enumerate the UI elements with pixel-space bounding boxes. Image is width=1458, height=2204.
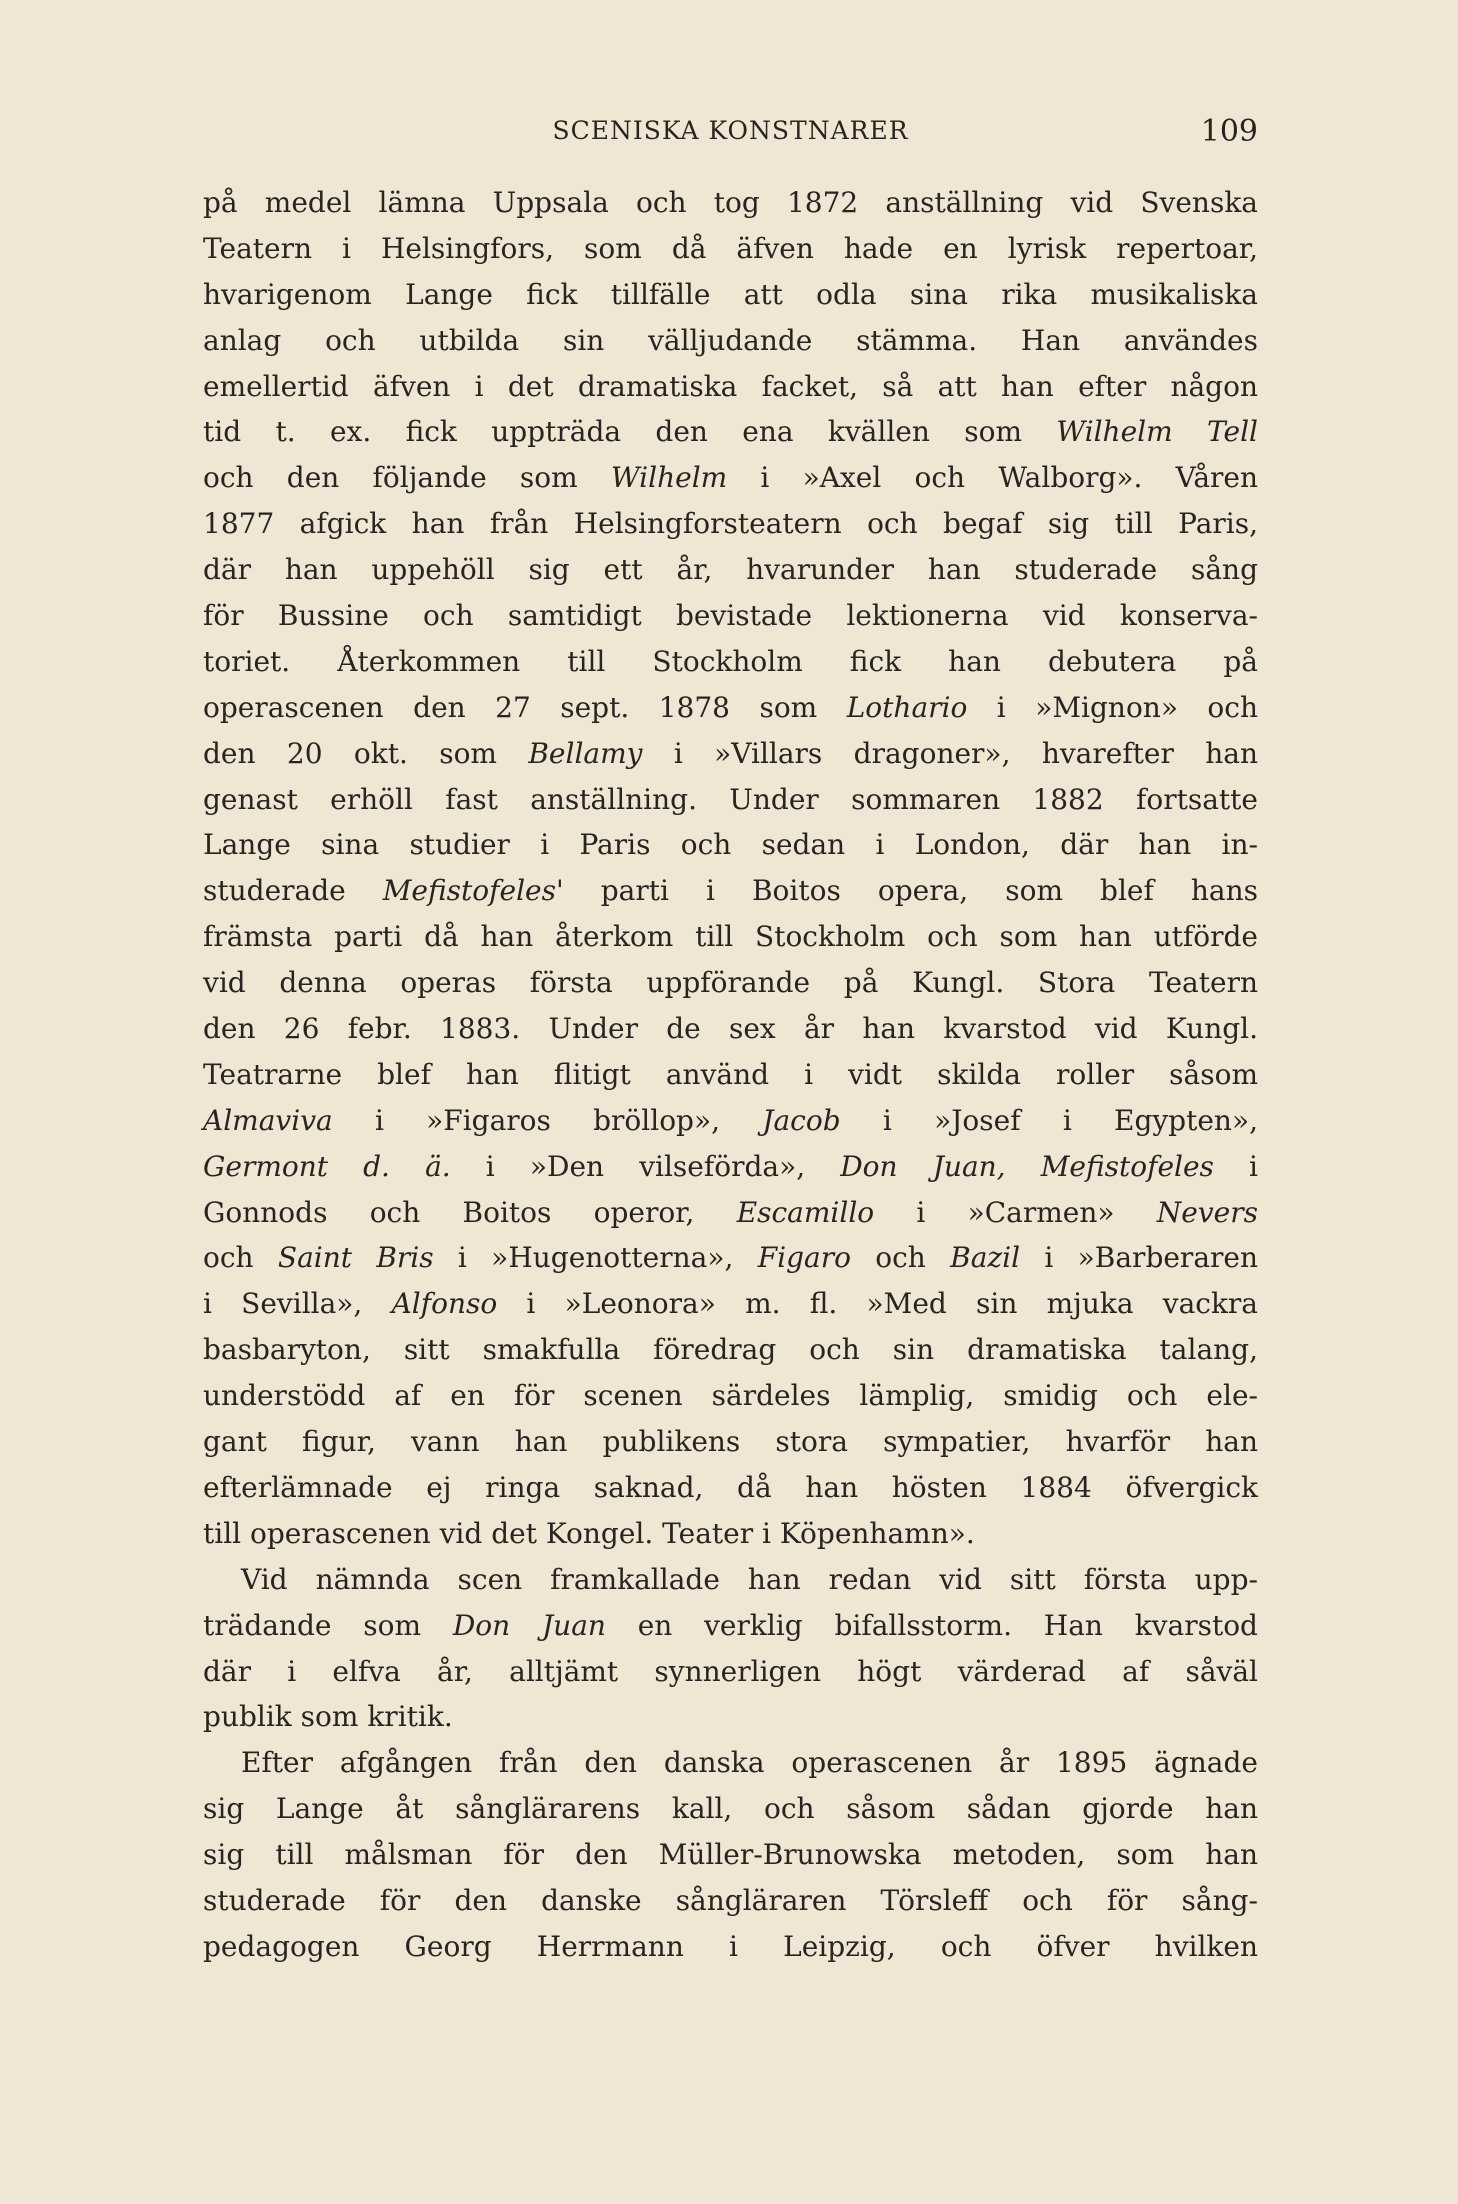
text-line	[203, 1786, 1258, 1832]
text-line	[203, 364, 1258, 410]
text-span: basbaryton, sitt smakfulla föredrag och sin dramatiska talang,	[203, 1333, 1258, 1367]
text-line	[203, 1052, 1258, 1098]
italic-text: Lothario	[846, 690, 968, 724]
text-span: den 26 febr. 1883. Under de sex år han kvarstod vid Kungl.	[203, 1012, 1258, 1046]
text-span: Vid nämnda scen framkallade han redan vid sitt första upp-	[241, 1562, 1258, 1596]
italic-text: Alfonso	[391, 1287, 498, 1321]
text-span: sig till målsman för den Müller-Brunowska metoden, som han	[203, 1838, 1258, 1872]
text-span: där han uppehöll sig ett år, hvarunder han studerade sång	[203, 553, 1258, 587]
text-line	[203, 226, 1258, 272]
italic-text: Don Juan, Mefistofeles	[840, 1149, 1214, 1183]
text-line	[203, 1006, 1258, 1052]
text-line	[203, 1740, 1258, 1786]
text-line	[203, 1281, 1258, 1327]
text-span: till operascenen vid det Kongel. Teater i Köpenhamn».	[203, 1516, 975, 1550]
text-span: och	[850, 1241, 951, 1275]
text-line	[203, 1557, 1258, 1603]
text-span: gant figur, vann han publikens stora sympatier, hvarför han	[203, 1425, 1258, 1459]
italic-text: Mefistofeles'	[382, 874, 564, 908]
italic-text: Nevers	[1156, 1195, 1258, 1229]
text-line	[203, 1832, 1258, 1878]
text-span: Lange sina studier i Paris och sedan i London, där han in-	[203, 828, 1258, 862]
text-line	[203, 685, 1258, 731]
italic-text: Saint Bris	[277, 1241, 434, 1275]
text-span: i »Hugenotterna»,	[433, 1241, 758, 1275]
text-span: Efter afgången från den danska operascenen år 1895 ägnade	[241, 1746, 1258, 1780]
text-span: i »Leonora» m. fl. »Med sin mjuka vackra	[497, 1287, 1258, 1321]
text-span: i	[1213, 1149, 1259, 1183]
text-line	[203, 1098, 1258, 1144]
text-span: vid denna operas första uppförande på Kungl. Stora Teatern	[203, 966, 1258, 1000]
text-span: i »Villars dragoner», hvarefter han	[642, 736, 1259, 770]
text-span: och den följande som	[203, 461, 611, 495]
text-line	[203, 1327, 1258, 1373]
italic-text: Almaviva	[203, 1103, 333, 1137]
text-line	[203, 1419, 1258, 1465]
text-line	[203, 1878, 1258, 1924]
text-line	[203, 639, 1258, 685]
text-span: studerade	[203, 874, 383, 908]
text-line	[203, 593, 1258, 639]
text-line	[203, 318, 1258, 364]
text-span: den 20 okt. som	[203, 736, 529, 770]
text-span: understödd af en för scenen särdeles lämplig, smidig och ele-	[203, 1379, 1258, 1413]
italic-text: Germont d. ä.	[203, 1149, 451, 1183]
text-span: anlag och utbilda sin välljudande stämma. Han användes	[203, 323, 1258, 357]
text-line	[203, 547, 1258, 593]
text-span: på medel lämna Uppsala och tog 1872 anställning vid Svenska	[203, 186, 1258, 219]
text-span: Gonnods och Boitos operor,	[203, 1195, 737, 1229]
text-line	[203, 868, 1258, 914]
text-line	[203, 914, 1258, 960]
text-span: i »Figaros bröllop»,	[332, 1103, 763, 1137]
italic-text: Bazil	[950, 1241, 1021, 1275]
text-line	[203, 1190, 1258, 1236]
text-line	[203, 501, 1258, 547]
text-span: tid t. ex. fick uppträda den ena kvällen som	[203, 415, 1057, 449]
text-span: toriet. Återkommen till Stockholm fick han debutera på	[203, 644, 1258, 678]
text-line	[203, 272, 1258, 318]
text-span: 1877 afgick han från Helsingforsteatern och begaf sig till Paris,	[203, 507, 1258, 541]
text-line	[203, 1235, 1258, 1281]
italic-text: Wilhelm	[610, 461, 728, 495]
text-span: operascenen den 27 sept. 1878 som	[203, 690, 847, 724]
text-span: efterlämnade ej ringa saknad, då han hösten 1884 öfvergick	[203, 1470, 1258, 1504]
page-number: 109	[1200, 114, 1258, 149]
text-span: i »Mignon» och	[967, 690, 1259, 724]
text-span: pedagogen Georg Herrmann i Leipzig, och öfver hvilken	[203, 1929, 1258, 1963]
text-span: sig Lange åt sånglärarens kall, och såsom sådan gjorde han	[203, 1792, 1258, 1826]
text-line	[203, 1603, 1258, 1649]
text-span: i »Den vilseförda»,	[450, 1149, 841, 1183]
text-span: hvarigenom Lange fick tillfälle att odla sina rika musikaliska	[203, 277, 1258, 311]
text-line	[203, 731, 1258, 777]
text-span: publik som kritik.	[203, 1700, 453, 1734]
text-span: Teatrarne blef han flitigt använd i vidt skilda roller såsom	[203, 1057, 1258, 1091]
text-line	[203, 409, 1258, 455]
text-line	[203, 180, 1258, 226]
text-span: och	[203, 1241, 278, 1275]
text-span: främsta parti då han återkom till Stockholm och som han utförde	[203, 920, 1258, 954]
text-span: emellertid äfven i det dramatiska facket, så att han efter någon	[203, 369, 1258, 403]
italic-text: Figaro	[757, 1241, 851, 1275]
text-span: studerade för den danske sångläraren Törsleff och för sång-	[203, 1883, 1258, 1917]
text-line	[203, 1924, 1258, 1970]
text-line	[203, 777, 1258, 823]
text-span: i »Carmen»	[874, 1195, 1157, 1229]
text-line	[203, 1649, 1258, 1695]
text-span: genast erhöll fast anställning. Under sommaren 1882 fortsatte	[203, 782, 1258, 816]
italic-text: Bellamy	[528, 736, 643, 770]
italic-text: Wilhelm Tell	[1056, 415, 1258, 449]
text-span: där i elfva år, alltjämt synnerligen högt värderad af såväl	[203, 1654, 1258, 1688]
text-span: i Sevilla»,	[203, 1287, 392, 1321]
text-span: för Bussine och samtidigt bevistade lektionerna vid konserva-	[203, 599, 1258, 633]
text-span: i »Josef i Egypten»,	[840, 1103, 1258, 1137]
italic-text: Escamillo	[736, 1195, 875, 1229]
text-line	[203, 1511, 1258, 1557]
text-line	[203, 1144, 1258, 1190]
text-span: Teatern i Helsingfors, som då äfven hade en lyrisk repertoar,	[203, 231, 1258, 265]
italic-text: Don Juan	[452, 1608, 606, 1642]
text-line	[203, 455, 1258, 501]
text-line	[203, 1694, 1258, 1740]
text-span: parti i Boitos opera, som blef hans	[563, 874, 1258, 908]
running-title: SCENISKA KONSTNARER	[552, 116, 909, 145]
text-span: i »Axel och Walborg». Våren	[727, 461, 1258, 495]
running-head	[203, 116, 1258, 156]
text-line	[203, 1465, 1258, 1511]
text-line	[203, 1373, 1258, 1419]
text-span: trädande som	[203, 1608, 453, 1642]
text-span: i »Barberaren	[1020, 1241, 1258, 1275]
body-text	[203, 180, 1258, 1970]
text-line	[203, 960, 1258, 1006]
italic-text: Jacob	[762, 1103, 841, 1137]
text-line	[203, 822, 1258, 868]
text-span: en verklig bifallsstorm. Han kvarstod	[605, 1608, 1258, 1642]
